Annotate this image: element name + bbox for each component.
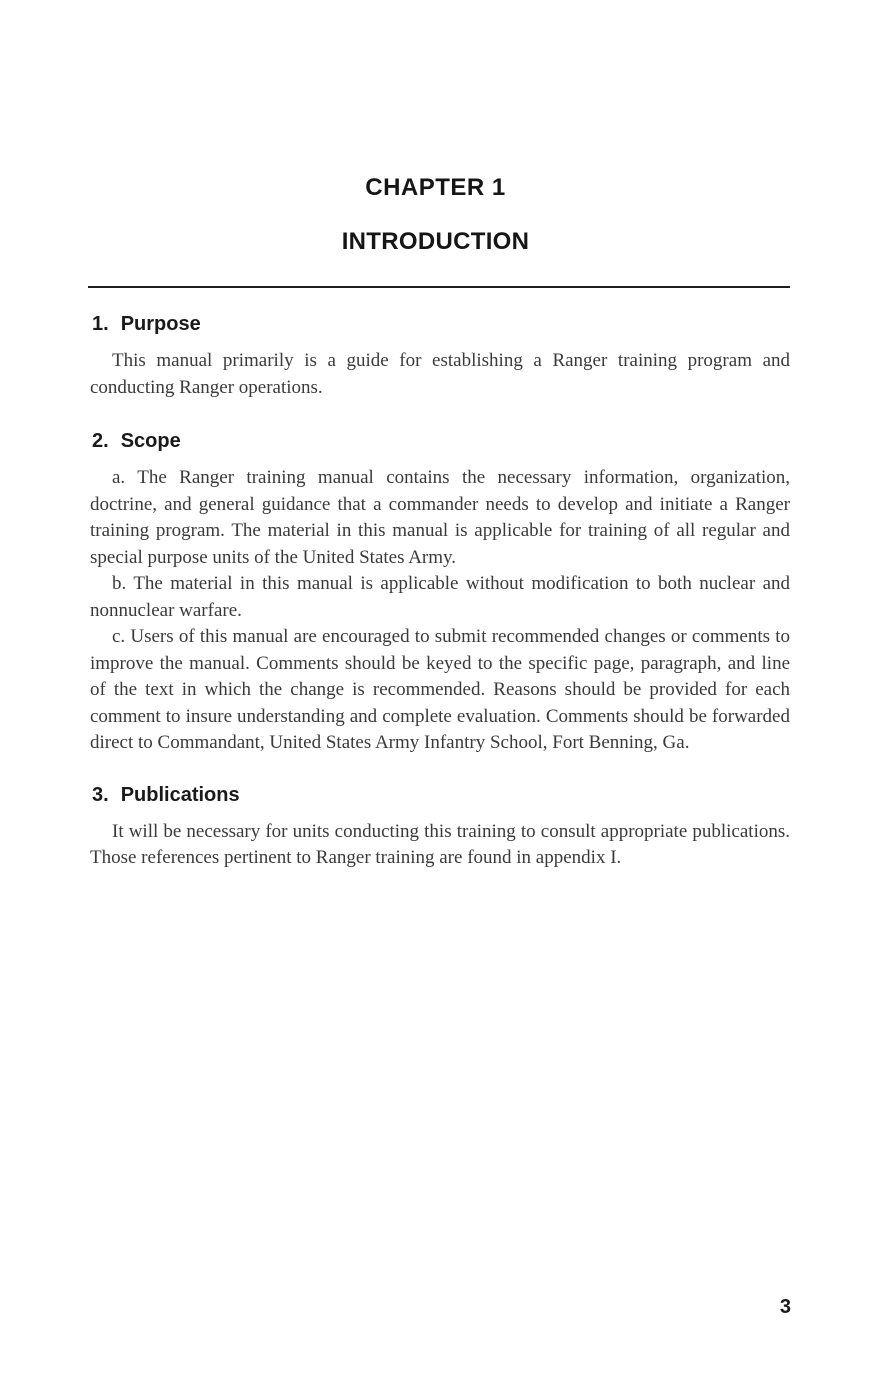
section-title: Scope [120, 430, 181, 452]
section-number: 1. [92, 313, 109, 335]
section-purpose [90, 310, 790, 401]
section-number: 2. [92, 430, 109, 452]
section-scope [90, 427, 790, 757]
section-heading [92, 310, 790, 338]
section-publications [90, 781, 790, 872]
paragraph-a: a. The Ranger training manual contains the necessary information, organization, doctrine, and general guidance that a commander needs to develop and initiate a Ranger training program. The material in this manual is applicable for training of all regular and special purpose units of the United States Army. [90, 467, 790, 568]
section-title: Purpose [120, 313, 201, 335]
paragraph: This manual primarily is a guide for establishing a Ranger training program and conducting Ranger operations. [90, 350, 790, 398]
chapter-title: INTRODUCTION [341, 228, 530, 255]
section-heading [92, 427, 790, 455]
page-number: 3 [779, 1296, 791, 1318]
paragraph: It will be necessary for units conducting this training to consult appropriate publications. Those references pertinent to Ranger training are found in appendix I. [90, 820, 790, 868]
paragraph-c: c. Users of this manual are encouraged to submit recommended changes or comments to improve the manual. Comments should be keyed to the specific page, paragraph, and line of the text in which the change is recommended. Reasons should be provided for each comment to insure understanding and complete evaluation. Comments should be forwarded direct to Commandant, United States Army Infantry School, Fort Benning, Ga. [90, 626, 790, 753]
chapter-label: CHAPTER 1 [365, 174, 506, 201]
section-title: Publications [120, 783, 240, 806]
section-number: 3. [92, 783, 109, 806]
chapter-body [90, 310, 790, 894]
paragraph-b: b. The material in this manual is applicable without modification to both nuclear and nonnuclear warfare. [90, 573, 790, 621]
section-heading [92, 781, 790, 809]
title-divider [88, 286, 790, 288]
